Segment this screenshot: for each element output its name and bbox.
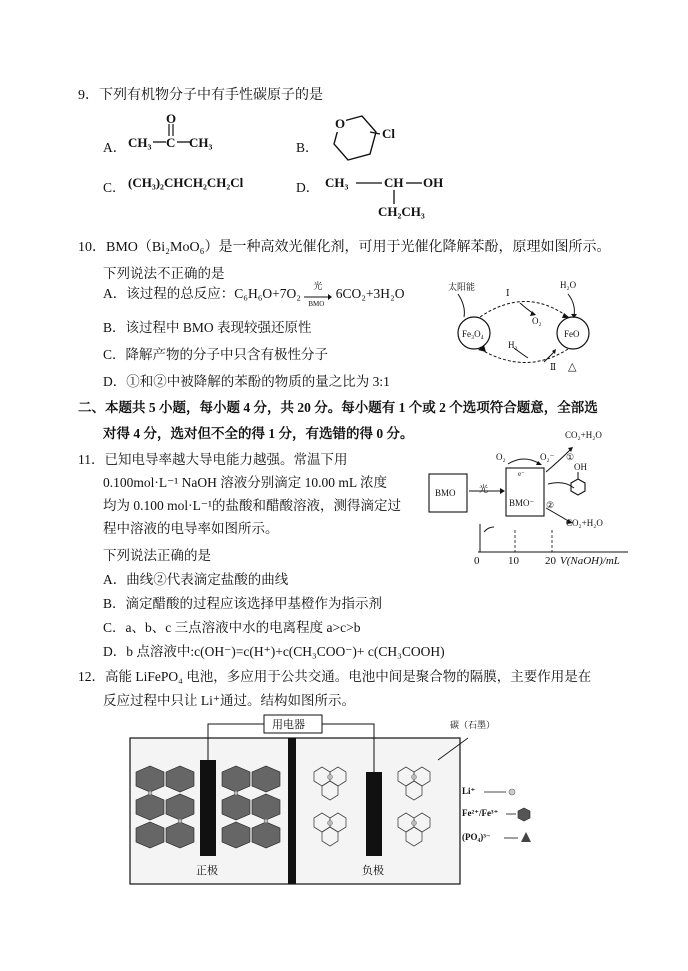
q10-option-c: C．降解产物的分子中只含有极性分子: [103, 347, 329, 362]
solar-label: 太阳能: [448, 282, 476, 292]
axis-label: V(NaOH)/mL: [560, 555, 620, 567]
q11-option-a: A．曲线②代表滴定盐酸的曲线: [103, 572, 289, 587]
q9-option-b-label: B．: [296, 140, 319, 155]
q9-a-left: CH₃: [128, 135, 152, 150]
q9-a-mid: C: [166, 135, 176, 150]
q9-d-left: CH₃: [325, 175, 349, 190]
o2-label: O₂: [532, 316, 542, 326]
q9-d-mid: CH: [384, 175, 404, 190]
circle-1-label: ①: [566, 452, 575, 462]
q9-d-bottom: CH₂CH₃: [378, 204, 425, 219]
q9-option-c-label: C．: [103, 180, 126, 195]
positive-electrode-label: 正极: [196, 865, 218, 877]
q11-line1: 11．已知电导率越大导电能力越强。常温下用: [78, 452, 348, 467]
h2o-label: H₂O: [560, 280, 577, 290]
q11-option-d: D．b 点溶液中:c(OH⁻)=c(H⁺)+c(CH₃COO⁻)+ c(CH₃COOH): [103, 644, 445, 659]
h2-label: H₂: [508, 340, 518, 350]
tetrahydropyran-ring-icon: [318, 112, 408, 172]
legend-fe-label: Fe²⁺/Fe³⁺: [462, 808, 499, 818]
fe3o4-label: Fe₃O₄: [462, 329, 484, 339]
negative-electrode-label: 负极: [362, 865, 384, 877]
q11-sub: 下列说法正确的是: [103, 548, 211, 563]
oh-label: OH: [574, 462, 587, 472]
axis-tick-10: 10: [508, 555, 519, 567]
bmo-label: BMO: [435, 488, 456, 498]
bmo-photocatalysis-figure: [428, 424, 668, 570]
battery-drawing: [128, 712, 538, 886]
q11-option-c: C．a、b、c 三点溶液中水的电离程度 a>c>b: [103, 620, 361, 635]
legend-li-label: Li⁺: [462, 786, 476, 796]
q9-a-right: CH₃: [189, 135, 213, 150]
battery-structure-figure: [128, 712, 538, 886]
carbon-label: 碳（石墨）: [450, 720, 496, 730]
co2-bottom-label: CO₂+H₂O: [566, 518, 603, 528]
q9-b-ring-o: O: [335, 116, 346, 131]
q10-option-a: [103, 280, 405, 308]
q9-option-d-label: D．: [296, 180, 320, 195]
axis-tick-0: 0: [474, 555, 480, 567]
reaction-arrow: [304, 280, 332, 308]
q10-option-b: B．该过程中 BMO 表现较强还原性: [103, 320, 312, 335]
q9-a-top: O: [166, 111, 177, 126]
q10-option-d: D．①和②中被降解的苯酚的物质的量之比为 3:1: [103, 374, 390, 389]
o2-out-label: O₂⁻: [540, 452, 555, 462]
q12-line2: 反应过程中只让 Li⁺通过。结构如图所示。: [103, 693, 355, 708]
bmo-ion-label: BMO⁻: [509, 498, 535, 508]
q10-sub: 下列说法不正确的是: [103, 266, 225, 281]
q10-option-a-tail: 6CO₂+3H₂O: [335, 286, 405, 301]
arrow-top-label: 光: [313, 280, 323, 291]
feo-label: FeO: [564, 329, 580, 339]
legend-po4-label: (PO₄)³⁻: [462, 832, 491, 842]
q11-line2: 0.100mol·L⁻¹ NaOH 溶液分别滴定 10.00 mL 浓度: [103, 475, 388, 490]
q9-d-right: OH: [423, 175, 444, 190]
co2-top-label: CO₂+H₂O: [565, 430, 602, 440]
q9-a-bonds: [150, 120, 195, 150]
section2-line1: 二、本题共 5 小题，每小题 4 分，共 20 分。每小题有 1 个或 2 个选项符合题意，全部选: [78, 400, 598, 415]
q10-option-a-text: A．该过程的总反应：C₆H₆O+7O₂: [103, 286, 301, 301]
arrow-bottom-label: BMO: [308, 299, 325, 308]
bmo-figure-drawing: [428, 424, 668, 570]
q12-line1: 12．高能 LiFePO₄ 电池，多应用于公共交通。电池中间是聚合物的隔膜，主要作用是在: [78, 669, 592, 684]
q11-line4: 程中溶液的电导率如图所示。: [103, 521, 279, 536]
step1-label: Ⅰ: [506, 288, 510, 298]
q9-option-a-label: A．: [103, 140, 127, 155]
q11-line3: 均为 0.100 mol·L⁻¹的盐酸和醋酸溶液，测得滴定过: [103, 498, 402, 513]
circle-2-label: ②: [546, 500, 555, 510]
q9-stem: 9．下列有机物分子中有手性碳原子的是: [78, 88, 323, 103]
heat-delta-label: △: [568, 361, 577, 373]
light-label: 光: [479, 484, 489, 494]
q9-c-formula: (CH₃)₂CHCH₂CH₂Cl: [128, 175, 244, 190]
iron-oxide-cycle-figure: [446, 276, 616, 376]
axis-tick-20: 20: [545, 555, 556, 567]
electron-label: e⁻: [518, 470, 525, 478]
q9-b-sub: Cl: [382, 126, 395, 141]
section2-line2: 对得 4 分，选对但不全的得 1 分，有选错的得 0 分。: [103, 426, 414, 441]
q10-stem: 10．BMO（Bi₂MoO₆）是一种高效光催化剂，可用于光催化降解苯酚，原理如图所示。: [78, 240, 611, 255]
load-label: 用电器: [272, 719, 305, 731]
step2-label: Ⅱ: [550, 362, 557, 372]
o2-in-label: O₂: [496, 452, 506, 462]
q9-d-bonds: [350, 176, 430, 208]
q11-option-b: B．滴定醋酸的过程应该选择甲基橙作为指示剂: [103, 596, 383, 611]
